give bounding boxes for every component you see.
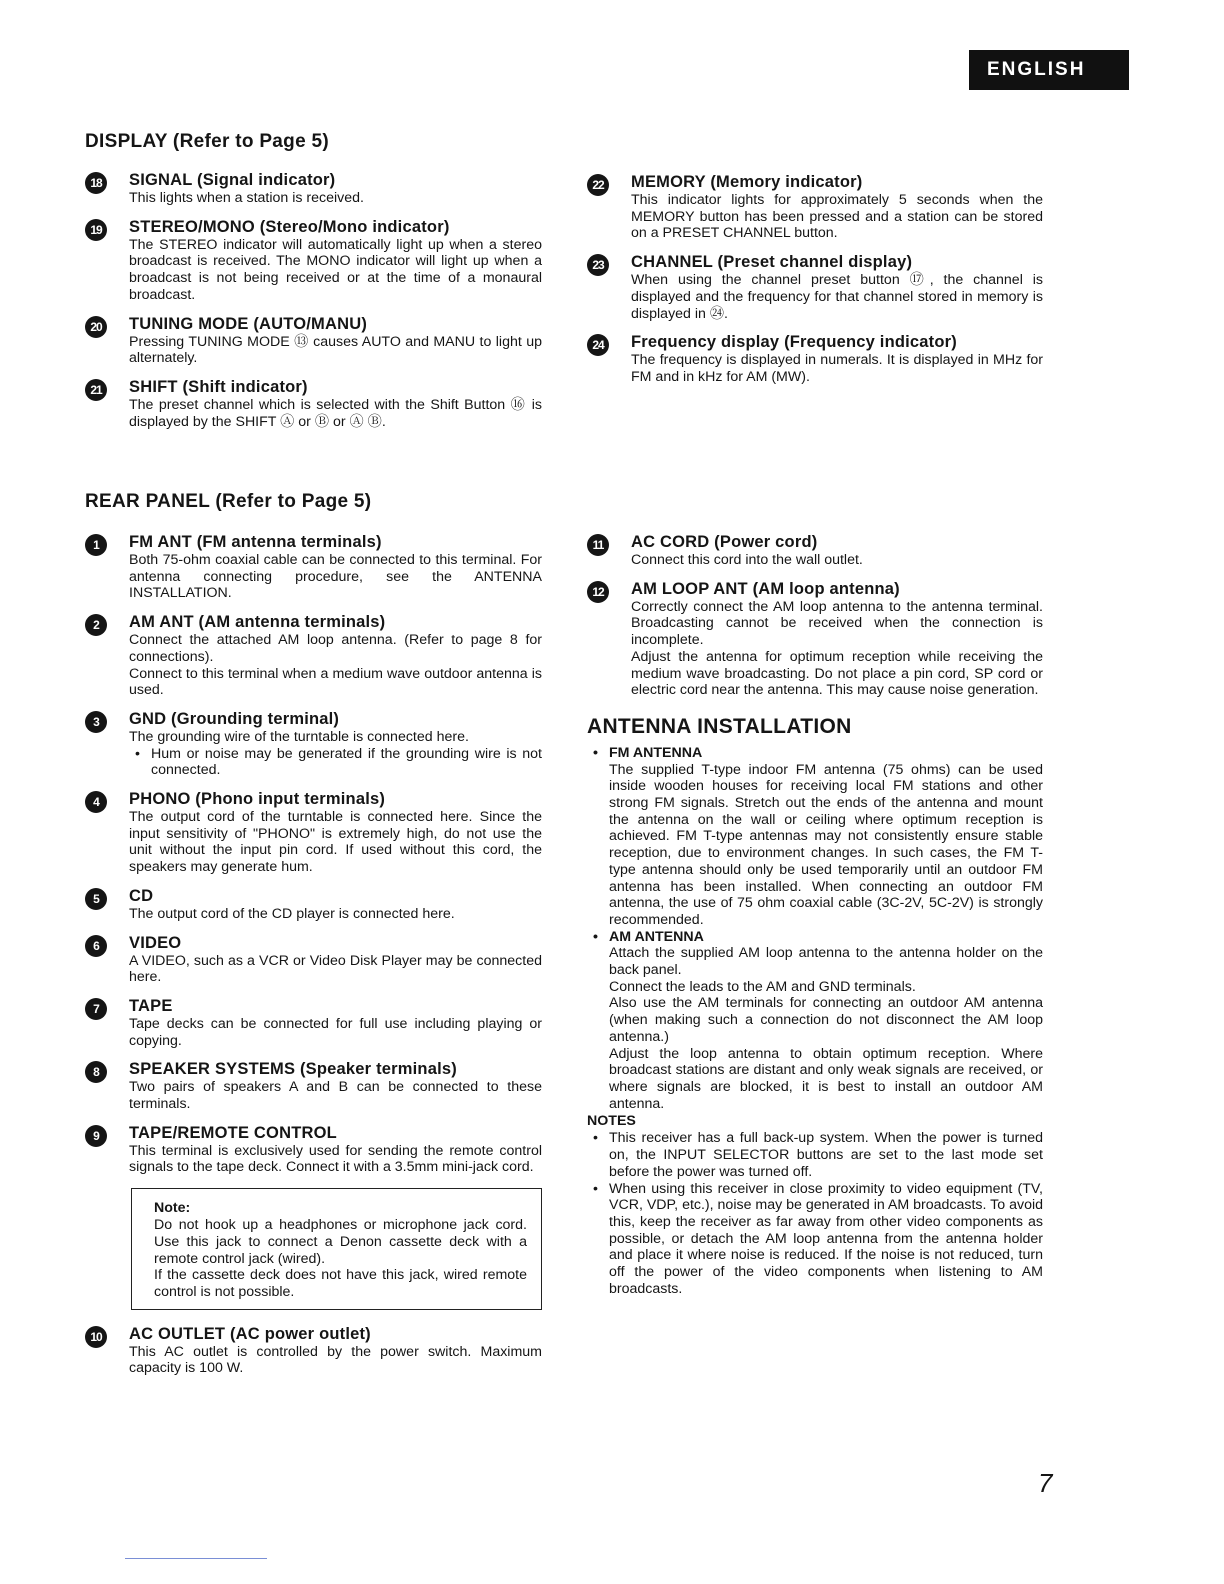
item-text: Tape decks can be connected for full use including playing or copying.	[129, 1015, 542, 1049]
item-number: 24	[587, 334, 609, 356]
bottom-rule	[125, 1558, 267, 1559]
list-item	[587, 332, 1043, 385]
item-number: 19	[85, 219, 107, 241]
item-number: 6	[85, 935, 107, 957]
item-title: FM ANT (FM antenna terminals)	[129, 533, 382, 551]
item-text: The grounding wire of the turntable is connected here.	[129, 728, 469, 745]
am-antenna-text: Adjust the loop antenna to obtain optimum reception. Where broadcast stations are distant and only weak signals are received, or where signals are blocked, it is best to install an outdoor AM antenna.	[609, 1045, 1043, 1112]
item-text: Connect the attached AM loop antenna. (Refer to page 8 for connections).	[129, 632, 542, 665]
item-title: AM LOOP ANT (AM loop antenna)	[631, 579, 900, 598]
am-antenna-heading: • AM ANTENNA	[587, 929, 1043, 946]
item-number: 20	[85, 316, 107, 338]
rear-right-column	[587, 532, 1043, 1297]
item-bullet: • Hum or noise may be generated if the grounding wire is not connected.	[129, 746, 542, 779]
list-item	[85, 709, 542, 779]
list-item	[85, 1324, 542, 1377]
item-number: 10	[85, 1326, 107, 1348]
item-text: This lights when a station is received.	[129, 190, 364, 206]
note-title: Note:	[154, 1200, 191, 1217]
item-title: TAPE	[129, 996, 173, 1015]
item-number: 7	[85, 998, 107, 1020]
item-title: CHANNEL (Preset channel display)	[631, 253, 913, 272]
item-number: 23	[587, 254, 609, 276]
item-title: SPEAKER SYSTEMS (Speaker terminals)	[129, 1060, 457, 1079]
item-text: Correctly connect the AM loop antenna to the antenna terminal. Broadcasting cannot be received when the connection is incomplete.	[631, 598, 1043, 649]
item-number: 9	[85, 1125, 107, 1147]
item-title: AM ANT (AM antenna terminals)	[129, 613, 386, 632]
item-text: The frequency is displayed in numerals. It is displayed in MHz for FM and in kHz for AM (MW).	[631, 352, 1043, 385]
antenna-section-title: ANTENNA INSTALLATION	[587, 714, 852, 738]
item-title: PHONO (Phono input terminals)	[129, 790, 386, 809]
item-number: 18	[85, 172, 107, 194]
list-item	[85, 886, 542, 923]
item-number: 1	[85, 534, 107, 556]
item-title: TAPE/REMOTE CONTROL	[129, 1123, 337, 1142]
item-title: MEMORY (Memory indicator)	[631, 173, 863, 191]
item-title: AC CORD (Power cord)	[631, 533, 818, 551]
list-item	[85, 789, 542, 876]
page-number: 7	[1038, 1468, 1053, 1498]
list-item	[85, 170, 542, 207]
list-item	[587, 252, 1043, 322]
item-text: This indicator lights for approximately 5 seconds when the MEMORY button has been pressed and a station can be stored on a PRESET CHANNEL button.	[631, 192, 1043, 242]
list-item	[587, 579, 1043, 699]
item-text: Connect this cord into the wall outlet.	[631, 552, 863, 568]
item-number: 21	[85, 379, 107, 401]
item-text: Both 75-ohm coaxial cable can be connected to this terminal. For antenna connecting procedure, see the ANTENNA INSTALLATION.	[129, 552, 542, 602]
item-title: GND (Grounding terminal)	[129, 709, 340, 728]
item-text: When using the channel preset button ⑰, the channel is displayed and the frequency for that channel stored in memory is displayed in ㉔.	[631, 272, 1043, 322]
item-number: 8	[85, 1061, 107, 1083]
item-number: 4	[85, 791, 107, 813]
item-title: STEREO/MONO (Stereo/Mono indicator)	[129, 217, 450, 236]
note-text: If the cassette deck does not have this jack, wired remote control is not possible.	[154, 1267, 527, 1300]
rear-panel-section-title: REAR PANEL (Refer to Page 5)	[85, 491, 372, 512]
item-text: The output cord of the turntable is connected here. Since the input sensitivity of "PHONO" is extremely high, do not use the unit without the input pin cord. If used without this cord, the speakers may generate hum.	[129, 809, 542, 876]
note-box	[131, 1188, 542, 1310]
item-title: SIGNAL (Signal indicator)	[129, 171, 336, 189]
item-text: A VIDEO, such as a VCR or Video Disk Player may be connected here.	[129, 952, 542, 986]
item-title: AC OUTLET (AC power outlet)	[129, 1324, 371, 1343]
display-right-column	[587, 172, 1043, 396]
item-text: Adjust the antenna for optimum reception while receiving the medium wave broadcasting. Do not place a pin cord, SP cord or electric cord near the antenna. This may cause noise generation.	[631, 648, 1043, 699]
item-text: This AC outlet is controlled by the power switch. Maximum capacity is 100 W.	[129, 1343, 542, 1377]
language-tab: ENGLISH	[969, 50, 1129, 90]
item-title: SHIFT (Shift indicator)	[129, 377, 308, 396]
notes-item: • This receiver has a full back-up system. When the power is turned on, the INPUT SELECTOR buttons are set to the last mode set before the power was turned off.	[587, 1130, 1043, 1180]
display-left-column	[85, 170, 542, 440]
am-antenna-text: Connect the leads to the AM and GND terminals.	[609, 978, 916, 995]
list-item	[85, 314, 542, 367]
item-text: Connect to this terminal when a medium wave outdoor antenna is used.	[129, 665, 542, 699]
notes-heading: NOTES	[587, 1113, 636, 1130]
fm-antenna-heading: • FM ANTENNA	[587, 745, 1043, 762]
notes-item: • When using this receiver in close proximity to video equipment (TV, VCR, VDP, etc.), noise may be generated in AM broadcasts. To avoid this, keep the receiver as far away from other video components as possible, or detach the AM loop antenna from the antenna holder and place it where noise is reduced. If the noise is not reduced, turn off the power of the video components when listening to AM broadcasts.	[587, 1181, 1043, 1298]
display-section-title: DISPLAY (Refer to Page 5)	[85, 131, 330, 152]
list-item	[85, 612, 542, 699]
list-item	[85, 377, 542, 430]
item-text: The preset channel which is selected with the Shift Button ⑯ is displayed by the SHIFT Ⓐ or Ⓑ or Ⓐ Ⓑ.	[129, 396, 542, 430]
item-text: Two pairs of speakers A and B can be connected to these terminals.	[129, 1079, 542, 1113]
list-item	[85, 532, 542, 602]
list-item	[85, 1123, 542, 1310]
am-antenna-text: Attach the supplied AM loop antenna to the antenna holder on the back panel.	[609, 945, 1043, 979]
am-antenna-text: Also use the AM terminals for connecting an outdoor AM antenna (when making such a connection do not disconnect the AM loop antenna.)	[609, 995, 1043, 1045]
rear-left-column	[85, 532, 542, 1387]
list-item	[587, 172, 1043, 242]
list-item	[85, 1059, 542, 1112]
item-text: The STEREO indicator will automatically light up when a stereo broadcast is received. The MONO indicator will light up when a broadcast is not being received or at the time of a monaural broadcast.	[129, 236, 542, 303]
item-number: 12	[587, 581, 609, 603]
item-title: Frequency display (Frequency indicator)	[631, 333, 957, 352]
item-text: Pressing TUNING MODE ⑬ causes AUTO and MANU to light up alternately.	[129, 333, 542, 367]
item-number: 22	[587, 174, 609, 196]
list-item	[587, 532, 1043, 569]
item-title: VIDEO	[129, 933, 182, 952]
item-text: This terminal is exclusively used for sending the remote control signals to the tape deck. Connect it with a 3.5mm mini-jack cord.	[129, 1142, 542, 1176]
item-number: 5	[85, 888, 107, 910]
item-number: 11	[587, 534, 609, 556]
note-text: Do not hook up a headphones or microphone jack cord. Use this jack to connect a Denon cassette deck with a remote control jack (wired).	[154, 1217, 527, 1267]
item-number: 2	[85, 614, 107, 636]
item-text: The output cord of the CD player is connected here.	[129, 905, 455, 922]
item-title: TUNING MODE (AUTO/MANU)	[129, 314, 368, 333]
list-item	[85, 996, 542, 1049]
fm-antenna-text: The supplied T-type indoor FM antenna (75 ohms) can be used inside wooden houses for receiving local FM stations and other strong FM signals. Stretch out the ends of the antenna and mount the antenna on the wall or ceiling where optimum reception is achieved. FM T-type antennas may not consistently ensure stable reception, due to environment changes. In such cases, the FM T-type antenna should only be used temporarily until an outdoor FM antenna has been installed. When connecting an outdoor FM antenna, the use of 75 ohm coaxial cable (3C-2V, 5C-2V) is strongly recommended.	[609, 761, 1043, 928]
list-item	[85, 933, 542, 986]
list-item	[85, 217, 542, 304]
item-title: CD	[129, 886, 154, 905]
item-number: 3	[85, 711, 107, 733]
